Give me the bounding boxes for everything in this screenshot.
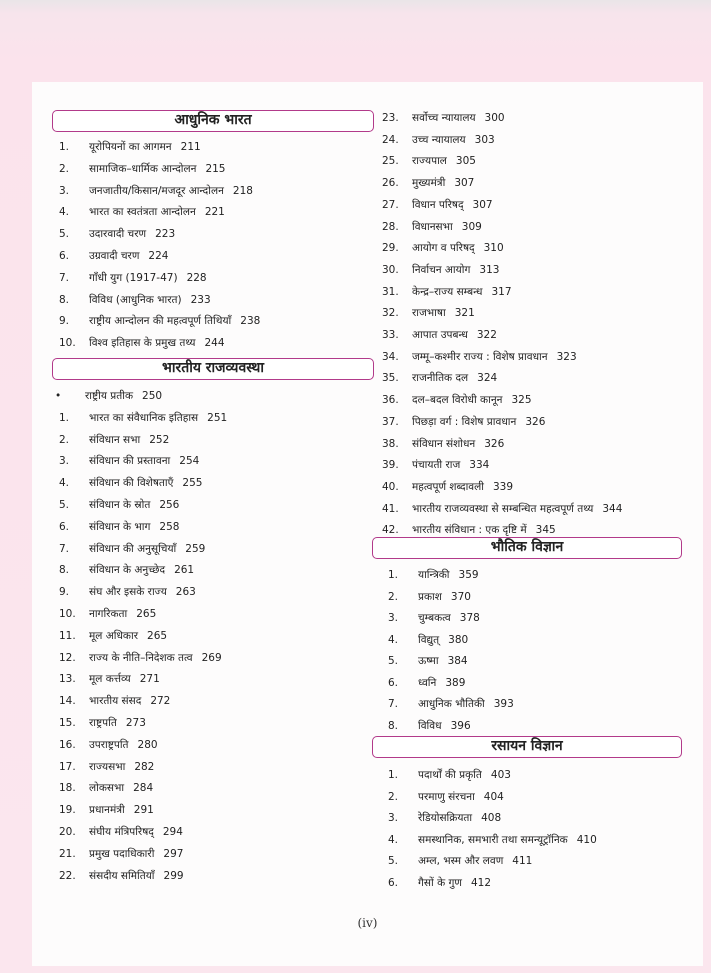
page-number: (iv) bbox=[357, 916, 378, 930]
entry-title: मूल कर्त्तव्य bbox=[89, 673, 131, 686]
toc-entry bbox=[59, 520, 179, 534]
entry-title: नागरिकता bbox=[89, 608, 128, 620]
entry-page: 339 bbox=[492, 480, 514, 493]
entry-number: • bbox=[55, 390, 62, 402]
toc-entry bbox=[388, 633, 468, 647]
entry-number: 6. bbox=[59, 250, 70, 262]
entry-number: 15. bbox=[59, 717, 76, 729]
toc-entry bbox=[59, 314, 260, 328]
entry-title: प्रमुख पदाधिकारी bbox=[89, 847, 155, 860]
entry-number: 7. bbox=[388, 698, 399, 710]
entry-number: 28. bbox=[382, 220, 399, 233]
toc-entry bbox=[382, 393, 532, 407]
entry-number: 34. bbox=[382, 350, 399, 363]
entry-number: 2. bbox=[388, 590, 399, 603]
entry-number: 1. bbox=[388, 769, 399, 781]
toc-entry bbox=[59, 433, 169, 447]
entry-title: संविधान की प्रस्तावना bbox=[89, 455, 171, 468]
entry-number: 11. bbox=[59, 629, 76, 642]
entry-title: संघीय मंत्रिपरिषद् bbox=[89, 826, 154, 838]
entry-title: राष्ट्रीय प्रतीक bbox=[85, 390, 134, 402]
entry-page: 384 bbox=[447, 655, 468, 667]
section-heading: भौतिक विज्ञान bbox=[372, 537, 682, 559]
entry-title: ध्वनि bbox=[418, 676, 437, 689]
entry-title: मुख्यमंत्री bbox=[412, 177, 446, 190]
entry-number: 8. bbox=[59, 564, 70, 577]
toc-entry bbox=[382, 437, 504, 451]
entry-title: केन्द्र–राज्य सम्बन्ध bbox=[412, 285, 483, 298]
entry-page: 261 bbox=[174, 564, 195, 577]
entry-title: परमाणु संरचना bbox=[418, 790, 475, 803]
toc-entry bbox=[59, 205, 225, 219]
section-heading: रसायन विज्ञान bbox=[372, 736, 682, 758]
entry-number: 24. bbox=[382, 133, 399, 146]
entry-title: सर्वोच्च न्यायालय bbox=[412, 112, 476, 124]
toc-entry bbox=[388, 768, 511, 782]
entry-page: 403 bbox=[490, 769, 511, 781]
toc-entry bbox=[59, 476, 202, 490]
toc-entry bbox=[382, 350, 577, 364]
entry-page: 265 bbox=[136, 608, 157, 620]
toc-entry bbox=[382, 523, 556, 537]
toc-entry bbox=[382, 263, 499, 277]
entry-page: 307 bbox=[454, 177, 475, 190]
toc-entry bbox=[388, 719, 471, 733]
entry-number: 20. bbox=[59, 826, 76, 838]
entry-page: 254 bbox=[179, 455, 200, 468]
entry-title: आधुनिक भौतिकी bbox=[418, 698, 485, 710]
entry-page: 412 bbox=[470, 876, 492, 889]
entry-number: 3. bbox=[59, 184, 70, 197]
entry-page: 256 bbox=[159, 499, 180, 511]
entry-title: भारतीय संसद bbox=[89, 695, 142, 708]
entry-page: 326 bbox=[525, 415, 546, 428]
entry-title: प्रकाश bbox=[418, 590, 442, 603]
entry-number: 16. bbox=[59, 738, 76, 751]
toc-entry bbox=[59, 651, 222, 665]
entry-number: 31. bbox=[382, 285, 399, 298]
toc-entry bbox=[382, 241, 504, 255]
entry-number: 26. bbox=[382, 177, 399, 190]
entry-title: संविधान के भाग bbox=[89, 520, 151, 533]
entry-title: राष्ट्रपति bbox=[89, 717, 117, 729]
entry-title: गैसों के गुण bbox=[418, 876, 462, 889]
entry-page: 215 bbox=[205, 162, 226, 175]
entry-page: 323 bbox=[556, 350, 577, 363]
entry-title: विद्युत् bbox=[418, 633, 440, 646]
entry-title: विधानसभा bbox=[412, 220, 453, 233]
entry-title: गाँधी युग (1917-47) bbox=[89, 271, 178, 284]
entry-title: यान्त्रिकी bbox=[418, 569, 450, 581]
toc-entry bbox=[388, 876, 491, 890]
toc-entry bbox=[382, 328, 497, 342]
entry-page: 294 bbox=[162, 826, 183, 838]
entry-number: 5. bbox=[388, 855, 399, 867]
entry-title: राज्यसभा bbox=[89, 760, 126, 773]
entry-page: 334 bbox=[469, 459, 490, 472]
entry-page: 252 bbox=[149, 433, 170, 446]
entry-page: 224 bbox=[148, 250, 169, 262]
entry-title: विविध (आधुनिक भारत) bbox=[89, 293, 182, 306]
entry-page: 250 bbox=[142, 390, 163, 402]
entry-title: यूरोपियनों का आगमन bbox=[89, 141, 172, 153]
entry-title: पिछड़ा वर्ग : विशेष प्रावधान bbox=[412, 415, 517, 428]
toc-entry bbox=[388, 833, 597, 847]
entry-page: 370 bbox=[450, 590, 471, 603]
entry-page: 218 bbox=[232, 184, 253, 197]
toc-entry bbox=[388, 654, 468, 668]
entry-title: संविधान के स्रोत bbox=[89, 499, 151, 511]
entry-title: संसदीय समितियाँ bbox=[89, 869, 155, 882]
entry-title: विश्व इतिहास के प्रमुख तथ्य bbox=[89, 337, 196, 350]
toc-entry bbox=[382, 220, 482, 234]
entry-page: 269 bbox=[201, 651, 222, 664]
entry-title: भारत का संवैधानिक इतिहास bbox=[89, 411, 199, 424]
entry-page: 404 bbox=[483, 790, 504, 803]
entry-title: भारत का स्वतंत्रता आन्दोलन bbox=[89, 206, 196, 219]
entry-page: 380 bbox=[448, 633, 469, 646]
entry-number: 4. bbox=[388, 833, 399, 846]
entry-page: 410 bbox=[576, 833, 597, 846]
entry-title: ऊष्मा bbox=[418, 655, 439, 667]
entry-number: 5. bbox=[59, 228, 70, 241]
entry-page: 255 bbox=[182, 477, 203, 490]
entry-page: 396 bbox=[450, 719, 471, 732]
entry-page: 244 bbox=[204, 337, 225, 350]
entry-title: संविधान के अनुच्छेद bbox=[89, 564, 166, 577]
toc-entry bbox=[55, 389, 162, 403]
toc-entry bbox=[382, 133, 495, 147]
entry-number: 30. bbox=[382, 263, 399, 276]
entry-page: 280 bbox=[137, 738, 158, 751]
entry-page: 233 bbox=[190, 293, 211, 306]
entry-title: भारतीय संविधान : एक दृष्टि में bbox=[412, 524, 527, 537]
entry-page: 258 bbox=[159, 520, 180, 533]
entry-number: 21. bbox=[59, 847, 76, 860]
toc-entry bbox=[59, 271, 207, 285]
entry-page: 238 bbox=[240, 315, 261, 328]
entry-number: 6. bbox=[388, 876, 399, 889]
toc-entry bbox=[59, 760, 154, 774]
entry-page: 359 bbox=[458, 569, 479, 581]
toc-entry bbox=[382, 480, 513, 494]
entry-page: 305 bbox=[455, 155, 476, 168]
entry-page: 309 bbox=[461, 220, 482, 233]
toc-entry bbox=[59, 781, 153, 795]
entry-title: राज्यपाल bbox=[412, 155, 447, 168]
entry-title: पंचायती राज bbox=[412, 459, 461, 472]
entry-number: 3. bbox=[388, 612, 399, 624]
entry-number: 6. bbox=[388, 676, 399, 689]
toc-entry bbox=[382, 415, 545, 429]
entry-number: 3. bbox=[388, 812, 399, 824]
toc-entry bbox=[382, 176, 474, 190]
entry-number: 39. bbox=[382, 459, 399, 472]
entry-title: राष्ट्रीय आन्दोलन की महत्वपूर्ण तिथियाँ bbox=[89, 315, 232, 328]
toc-entry bbox=[59, 672, 160, 686]
toc-entry bbox=[382, 371, 497, 385]
toc-entry bbox=[59, 140, 201, 154]
entry-page: 393 bbox=[493, 698, 514, 710]
entry-number: 33. bbox=[382, 329, 399, 341]
entry-title: जनजातीय/किसान/मजदूर आन्दोलन bbox=[89, 184, 224, 197]
entry-page: 303 bbox=[474, 133, 495, 146]
entry-number: 2. bbox=[59, 433, 70, 446]
toc-entry bbox=[59, 629, 167, 643]
entry-number: 5. bbox=[59, 499, 70, 511]
toc-entry bbox=[59, 336, 225, 350]
toc-entry bbox=[388, 568, 479, 582]
entry-page: 299 bbox=[163, 869, 184, 882]
entry-title: लोकसभा bbox=[89, 782, 125, 795]
toc-entry bbox=[382, 285, 512, 299]
entry-page: 378 bbox=[459, 612, 480, 624]
entry-number: 2. bbox=[388, 790, 399, 803]
toc-entry bbox=[59, 498, 179, 512]
entry-page: 307 bbox=[472, 198, 493, 211]
toc-entry bbox=[59, 716, 146, 730]
entry-number: 4. bbox=[59, 206, 70, 219]
entry-title: मूल अधिकार bbox=[89, 629, 139, 642]
entry-title: दल–बदल विरोधी कानून bbox=[412, 394, 503, 407]
toc-entry bbox=[59, 825, 183, 839]
entry-number: 25. bbox=[382, 155, 399, 168]
entry-title: विविध bbox=[418, 719, 442, 732]
entry-page: 221 bbox=[204, 206, 225, 219]
entry-number: 12. bbox=[59, 651, 76, 664]
entry-title: आपात उपबन्ध bbox=[412, 329, 468, 341]
entry-number: 4. bbox=[59, 477, 70, 490]
entry-title: महत्वपूर्ण शब्दावली bbox=[412, 480, 484, 493]
entry-number: 38. bbox=[382, 437, 399, 450]
toc-entry bbox=[59, 542, 205, 556]
toc-entry bbox=[388, 590, 471, 604]
entry-page: 408 bbox=[481, 812, 502, 824]
toc-entry bbox=[382, 154, 476, 168]
entry-number: 42. bbox=[382, 524, 399, 537]
toc-entry bbox=[59, 454, 199, 468]
entry-number: 35. bbox=[382, 372, 399, 385]
toc-entry bbox=[382, 306, 475, 320]
entry-page: 228 bbox=[186, 271, 207, 284]
entry-number: 36. bbox=[382, 394, 399, 407]
toc-entry bbox=[382, 458, 489, 472]
entry-page: 326 bbox=[484, 437, 505, 450]
entry-number: 17. bbox=[59, 760, 76, 773]
toc-entry bbox=[59, 563, 194, 577]
entry-title: राजभाषा bbox=[412, 307, 446, 320]
entry-number: 27. bbox=[382, 198, 399, 211]
entry-title: विधान परिषद् bbox=[412, 198, 464, 211]
entry-page: 310 bbox=[483, 242, 504, 255]
entry-page: 273 bbox=[125, 717, 146, 729]
entry-page: 313 bbox=[479, 263, 500, 276]
entry-number: 37. bbox=[382, 415, 399, 428]
toc-entry bbox=[382, 198, 493, 212]
entry-page: 259 bbox=[185, 542, 206, 555]
entry-title: संविधान संशोधन bbox=[412, 437, 476, 450]
entry-title: संविधान की विशेषताएँ bbox=[89, 477, 174, 490]
entry-number: 7. bbox=[59, 542, 70, 555]
entry-page: 251 bbox=[207, 411, 228, 424]
entry-title: सामाजिक–धार्मिक आन्दोलन bbox=[89, 162, 197, 175]
toc-entry bbox=[388, 854, 532, 868]
entry-number: 18. bbox=[59, 782, 76, 795]
toc-entry bbox=[388, 697, 514, 711]
entry-title: निर्वाचन आयोग bbox=[412, 263, 471, 276]
toc-entry bbox=[59, 249, 168, 263]
entry-number: 40. bbox=[382, 480, 399, 493]
entry-title: संविधान की अनुसूचियाँ bbox=[89, 542, 177, 555]
entry-page: 411 bbox=[512, 855, 533, 867]
entry-number: 8. bbox=[59, 293, 70, 306]
toc-entry bbox=[59, 411, 227, 425]
entry-title: समस्थानिक, समभारी तथा समन्यूट्रॉनिक bbox=[418, 833, 568, 846]
entry-number: 10. bbox=[59, 608, 76, 620]
entry-title: संविधान सभा bbox=[89, 433, 141, 446]
entry-number: 14. bbox=[59, 695, 76, 708]
entry-number: 3. bbox=[59, 455, 70, 468]
entry-title: भारतीय राजव्यवस्था से सम्बन्धित महत्वपूर्ण तथ्य bbox=[412, 502, 594, 515]
entry-page: 282 bbox=[134, 760, 155, 773]
entry-title: जम्मू–कश्मीर राज्य : विशेष प्रावधान bbox=[412, 350, 548, 363]
section-heading: आधुनिक भारत bbox=[52, 110, 374, 132]
toc-entry bbox=[388, 811, 501, 825]
toc-entry bbox=[59, 607, 156, 621]
entry-number: 2. bbox=[59, 162, 70, 175]
toc-entry bbox=[382, 111, 505, 125]
entry-number: 1. bbox=[59, 141, 70, 153]
entry-number: 6. bbox=[59, 520, 70, 533]
entry-number: 1. bbox=[388, 569, 399, 581]
entry-page: 265 bbox=[147, 629, 168, 642]
entry-number: 5. bbox=[388, 655, 399, 667]
entry-page: 321 bbox=[454, 307, 475, 320]
entry-title: प्रधानमंत्री bbox=[89, 804, 125, 817]
entry-page: 211 bbox=[180, 141, 201, 153]
toc-entry bbox=[388, 790, 504, 804]
entry-title: उदारवादी चरण bbox=[89, 228, 147, 241]
section-heading: भारतीय राजव्यवस्था bbox=[52, 358, 374, 380]
entry-number: 1. bbox=[59, 411, 70, 424]
toc-entry bbox=[59, 293, 211, 307]
entry-number: 10. bbox=[59, 337, 76, 350]
entry-page: 300 bbox=[484, 112, 505, 124]
entry-number: 22. bbox=[59, 869, 76, 882]
entry-page: 317 bbox=[491, 285, 512, 298]
entry-number: 32. bbox=[382, 307, 399, 320]
entry-title: उग्रवादी चरण bbox=[89, 250, 140, 262]
entry-number: 8. bbox=[388, 719, 399, 732]
toc-entry bbox=[59, 738, 158, 752]
toc-entry bbox=[59, 227, 175, 241]
entry-page: 389 bbox=[445, 676, 466, 689]
entry-page: 223 bbox=[155, 228, 176, 241]
entry-title: रेडियोसक्रियता bbox=[418, 812, 473, 824]
entry-number: 4. bbox=[388, 633, 399, 646]
toc-entry bbox=[59, 184, 253, 198]
entry-page: 272 bbox=[150, 695, 171, 708]
entry-title: पदार्थों की प्रकृति bbox=[418, 769, 482, 781]
entry-page: 322 bbox=[476, 329, 497, 341]
entry-title: चुम्बकत्व bbox=[418, 612, 451, 624]
entry-page: 297 bbox=[163, 847, 184, 860]
entry-number: 23. bbox=[382, 112, 399, 124]
entry-title: उच्च न्यायालय bbox=[412, 133, 466, 146]
entry-page: 344 bbox=[602, 502, 623, 515]
toc-entry bbox=[59, 803, 154, 817]
toc-entry bbox=[59, 694, 170, 708]
entry-title: उपराष्ट्रपति bbox=[89, 738, 129, 751]
toc-entry bbox=[382, 502, 622, 516]
entry-page: 271 bbox=[139, 673, 160, 686]
entry-page: 284 bbox=[133, 782, 154, 795]
toc-entry bbox=[388, 676, 465, 690]
entry-title: अम्ल, भस्म और लवण bbox=[418, 855, 504, 867]
entry-number: 9. bbox=[59, 586, 70, 599]
toc-entry bbox=[59, 585, 196, 599]
entry-title: राजनीतिक दल bbox=[412, 372, 469, 385]
entry-number: 29. bbox=[382, 242, 399, 255]
entry-number: 7. bbox=[59, 271, 70, 284]
toc-entry bbox=[388, 611, 480, 625]
entry-title: आयोग व परिषद् bbox=[412, 242, 475, 255]
entry-page: 325 bbox=[511, 394, 532, 407]
entry-number: 19. bbox=[59, 804, 76, 817]
entry-number: 13. bbox=[59, 673, 76, 686]
entry-title: संघ और इसके राज्य bbox=[89, 586, 167, 599]
entry-page: 291 bbox=[133, 804, 154, 817]
toc-entry bbox=[59, 162, 225, 176]
toc-entry bbox=[59, 869, 184, 883]
entry-number: 41. bbox=[382, 502, 399, 515]
entry-page: 263 bbox=[175, 586, 196, 599]
entry-title: राज्य के नीति–निदेशक तत्व bbox=[89, 651, 193, 664]
toc-entry bbox=[59, 847, 183, 861]
contents-page bbox=[32, 82, 703, 966]
entry-page: 345 bbox=[535, 524, 556, 537]
entry-page: 324 bbox=[477, 372, 498, 385]
entry-number: 9. bbox=[59, 315, 70, 328]
